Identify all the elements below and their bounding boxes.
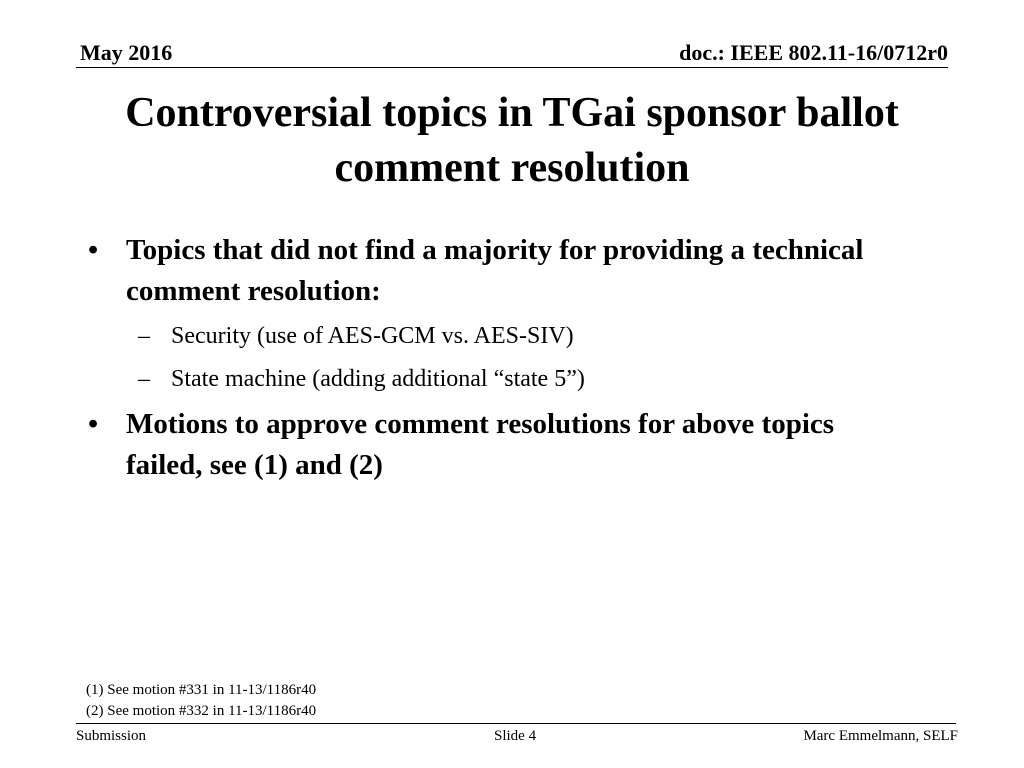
slide-body [0,230,1024,492]
dash-icon: – [138,366,150,392]
sub-bullet-text: State machine (adding additional “state 5”) [171,366,585,392]
footer-author: Marc Emmelmann, SELF [803,728,958,744]
bullet-item [88,404,906,486]
header-doc-id: doc.: IEEE 802.11-16/0712r0 [679,40,948,65]
dash-icon: – [138,323,150,349]
bullet-text: Motions to approve comment resolutions for above topics failed, see (1) and (2) [126,408,835,481]
footnote: (2) See motion #332 in 11-13/1186r40 [86,703,317,719]
header-date: May 2016 [80,40,173,65]
sub-bullet-item [138,318,911,354]
bullet-icon: • [88,234,99,266]
sub-bullet-text: Security (use of AES-GCM vs. AES-SIV) [171,323,574,349]
bullet-text: Topics that did not find a majority for providing a technical comment resolution: [126,234,864,307]
sub-bullet-item [138,361,911,397]
slide-title: Controversial topics in TGai sponsor ballot comment resolution [125,90,899,191]
footer-slide-number: Slide 4 [494,728,537,744]
header-rule [76,67,948,68]
bullet-item [88,230,906,312]
footer-rule [76,723,956,724]
footer-submission: Submission [76,728,147,744]
footnote: (1) See motion #331 in 11-13/1186r40 [86,682,317,698]
bullet-icon: • [88,408,99,440]
